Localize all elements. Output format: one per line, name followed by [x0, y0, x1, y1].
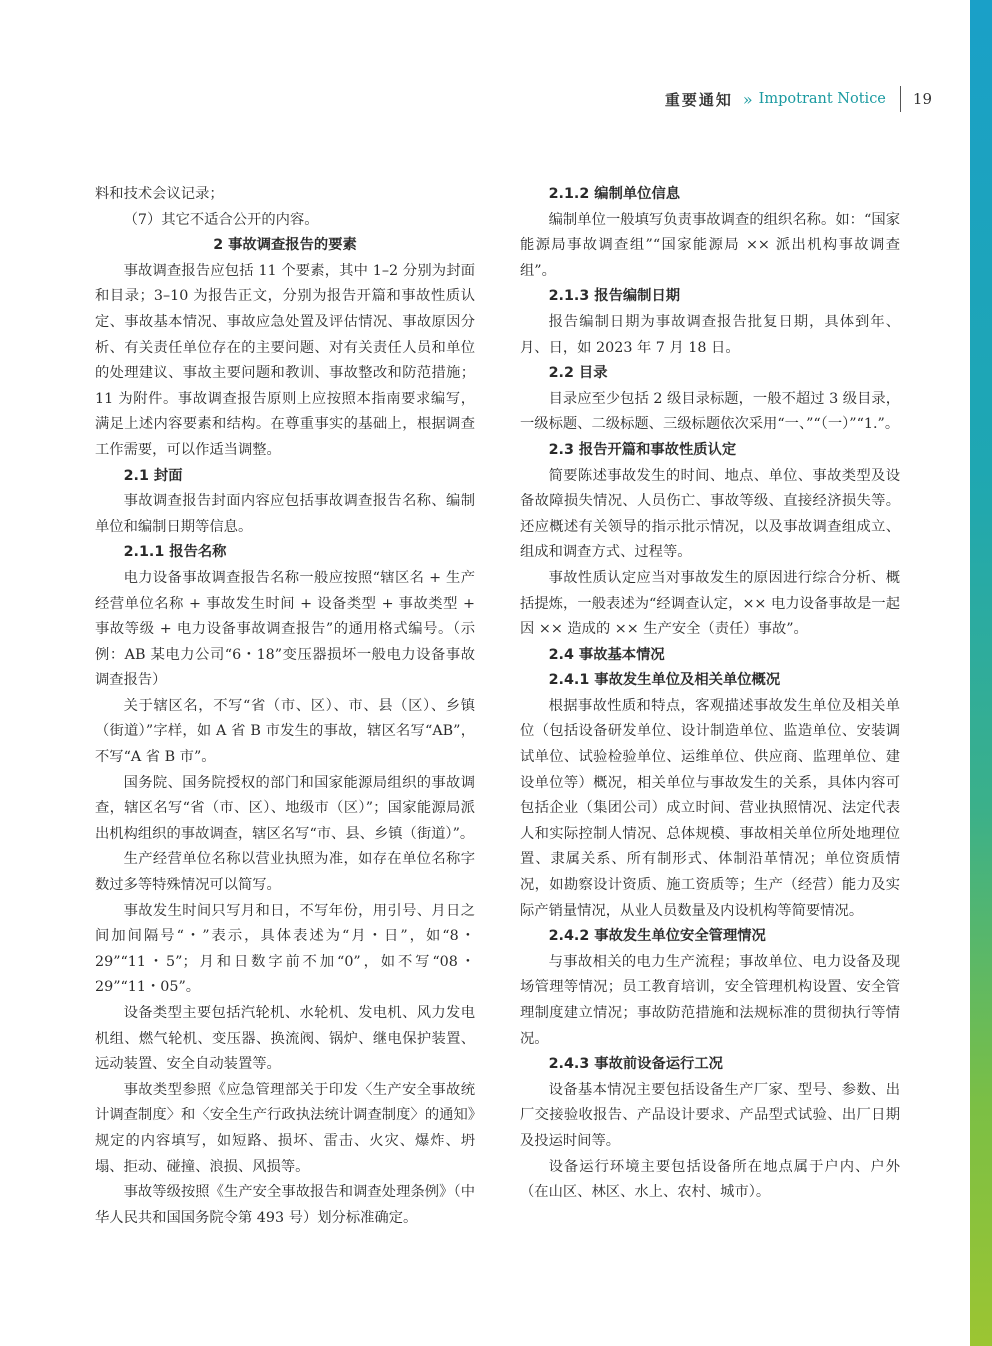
section-heading: 2.1 封面: [123, 467, 183, 484]
side-color-bar: [970, 0, 992, 1346]
paragraph: 设备基本情况主要包括设备生产厂家、型号、参数、出厂交接验收报告、产品设计要求、产品型式试验、出厂日期及投运时间等。: [520, 1081, 900, 1149]
section-heading: 2.1.2 编制单位信息: [548, 186, 681, 202]
double-chevron-icon: »: [742, 89, 753, 109]
paragraph: 目录应至少包括 2 级目录标题，一般不超过 3 级目录，一级标题、二级标题、三级标题依次采用“一、”“（一）”“1.”。: [520, 390, 900, 433]
paragraph: 事故调查报告封面内容应包括事故调查报告名称、编制单位和编制日期等信息。: [95, 493, 475, 535]
page-number: 19: [912, 90, 932, 108]
section-heading: 2.4.3 事故前设备运行工况: [548, 1056, 723, 1073]
header-divider: [900, 86, 901, 112]
section-heading: 2.2 目录: [548, 365, 608, 382]
paragraph: 国务院、国务院授权的部门和国家能源局组织的事故调查，辖区名写“省（市、区）、地级市（区）”；国家能源局派出机构组织的事故调查，辖区名写“市、县、乡镇（街道）”。: [95, 774, 475, 842]
paragraph: 关于辖区名，不写“省（市、区）、市、县（区）、乡镇（街道）”字样，如 A 省 B 市发生的事故，辖区名写“AB”，不写“A 省 B 市”。: [95, 697, 475, 766]
right-column: [520, 182, 900, 1206]
section-heading: 2.4 事故基本情况: [548, 646, 665, 663]
paragraph: 电力设备事故调查报告名称一般应按照“辖区名 + 生产经营单位名称 + 事故发生时间 + 设备类型 + 事故类型 + 事故等级 + 电力设备事故调查报告”的通用格式编号。（示例：AB 某电力公司“6・18”变压器损坏一般电力设备事故调查报告）: [95, 569, 475, 689]
paragraph: 事故类型参照《应急管理部关于印发〈生产安全事故统计调查制度〉和〈安全生产行政执法统计调查制度〉的通知》规定的内容填写，如短路、损坏、雷击、火灾、爆炸、坍塌、拒动、碰撞、浪损、风损等。: [95, 1081, 475, 1175]
section-heading: 2.3 报告开篇和事故性质认定: [548, 441, 737, 458]
left-column: [95, 182, 475, 1231]
page-header: [665, 86, 932, 112]
section-heading: 2.4.1 事故发生单位及相关单位概况: [548, 672, 781, 689]
paragraph: 事故等级按照《生产安全事故报告和调查处理条例》（中华人民共和国国务院令第 493 号）划分标准确定。: [95, 1184, 475, 1226]
section-heading: 2 事故调查报告的要素: [213, 237, 357, 254]
paragraph: 生产经营单位名称以营业执照为准，如存在单位名称字数过多等特殊情况可以简写。: [95, 851, 475, 894]
section-heading: 2.1.3 报告编制日期: [548, 288, 681, 305]
paragraph: 设备运行环境主要包括设备所在地点属于户内、户外（在山区、林区、水上、农村、城市）。: [520, 1158, 900, 1201]
paragraph: （7）其它不适合公开的内容。: [123, 211, 319, 228]
paragraph: 报告编制日期为事故调查报告批复日期，具体到年、月、日，如 2023 年 7 月 18 日。: [520, 313, 900, 356]
section-title-en: Impotrant Notice: [758, 91, 886, 107]
paragraph: 事故调查报告应包括 11 个要素，其中 1–2 分别为封面和目录；3–10 为报告正文，分别为报告开篇和事故性质认定、事故基本情况、事故应急处置及评估情况、事故原因分析、有关责任单位存在的主要问题、对有关责任人员和单位的处理建议、事故主要问题和教训、事故整改和防范措施；11 为附件。事故调查报告原则上应按照本指南要求编写，满足上述内容要素和结构。在尊重事实的基础上，根据调查工作需要，可以作适当调整。: [95, 262, 475, 458]
paragraph: 设备类型主要包括汽轮机、水轮机、发电机、风力发电机组、燃气轮机、变压器、换流阀、锅炉、继电保护装置、远动装置、安全自动装置等。: [95, 1005, 475, 1073]
section-title-cn: 重要通知: [664, 90, 733, 109]
paragraph: 简要陈述事故发生的时间、地点、单位、事故类型及设备故障损失情况、人员伤亡、事故等级、直接经济损失等。还应概述有关领导的指示批示情况，以及事故调查组成立、组成和调查方式、过程等。: [520, 467, 900, 561]
paragraph: 料和技术会议记录；: [95, 186, 224, 202]
section-heading: 2.1.1 报告名称: [123, 544, 227, 561]
paragraph: 事故发生时间只写月和日，不写年份，用引号、月日之间加间隔号“・”表示，具体表述为“月・日”，如“8・29”“11・5”；月和日数字前不加“0”，如不写“08・29”“11・05”。: [95, 902, 475, 996]
paragraph: 事故性质认定应当对事故发生的原因进行综合分析、概括提炼，一般表述为“经调查认定，×× 电力设备事故是一起因 ×× 造成的 ×× 生产安全（责任）事故”。: [520, 569, 900, 638]
paragraph: 与事故相关的电力生产流程；事故单位、电力设备及现场管理等情况；员工教育培训，安全管理机构设置、安全管理制度建立情况；事故防范措施和法规标准的贯彻执行等情况。: [520, 953, 900, 1047]
paragraph: 根据事故性质和特点，客观描述事故发生单位及相关单位（包括设备研发单位、设计制造单位、监造单位、安装调试单位、试验检验单位、运维单位、供应商、监理单位、建设单位等）概况，相关单位与事故发生的关系，具体内容可包括企业（集团公司）成立时间、营业执照情况、法定代表人和实际控制人情况、总体规模、事故相关单位所处地理位置、隶属关系、所有制形式、体制沿革情况；单位资质情况，如勘察设计资质、施工资质等；生产（经营）能力及实际产销量情况，从业人员数量及内设机构等简要情况。: [520, 697, 900, 919]
paragraph: 编制单位一般填写负责事故调查的组织名称。如：“国家能源局事故调查组”“国家能源局 ×× 派出机构事故调查组”。: [520, 211, 900, 279]
section-heading: 2.4.2 事故发生单位安全管理情况: [548, 928, 766, 945]
